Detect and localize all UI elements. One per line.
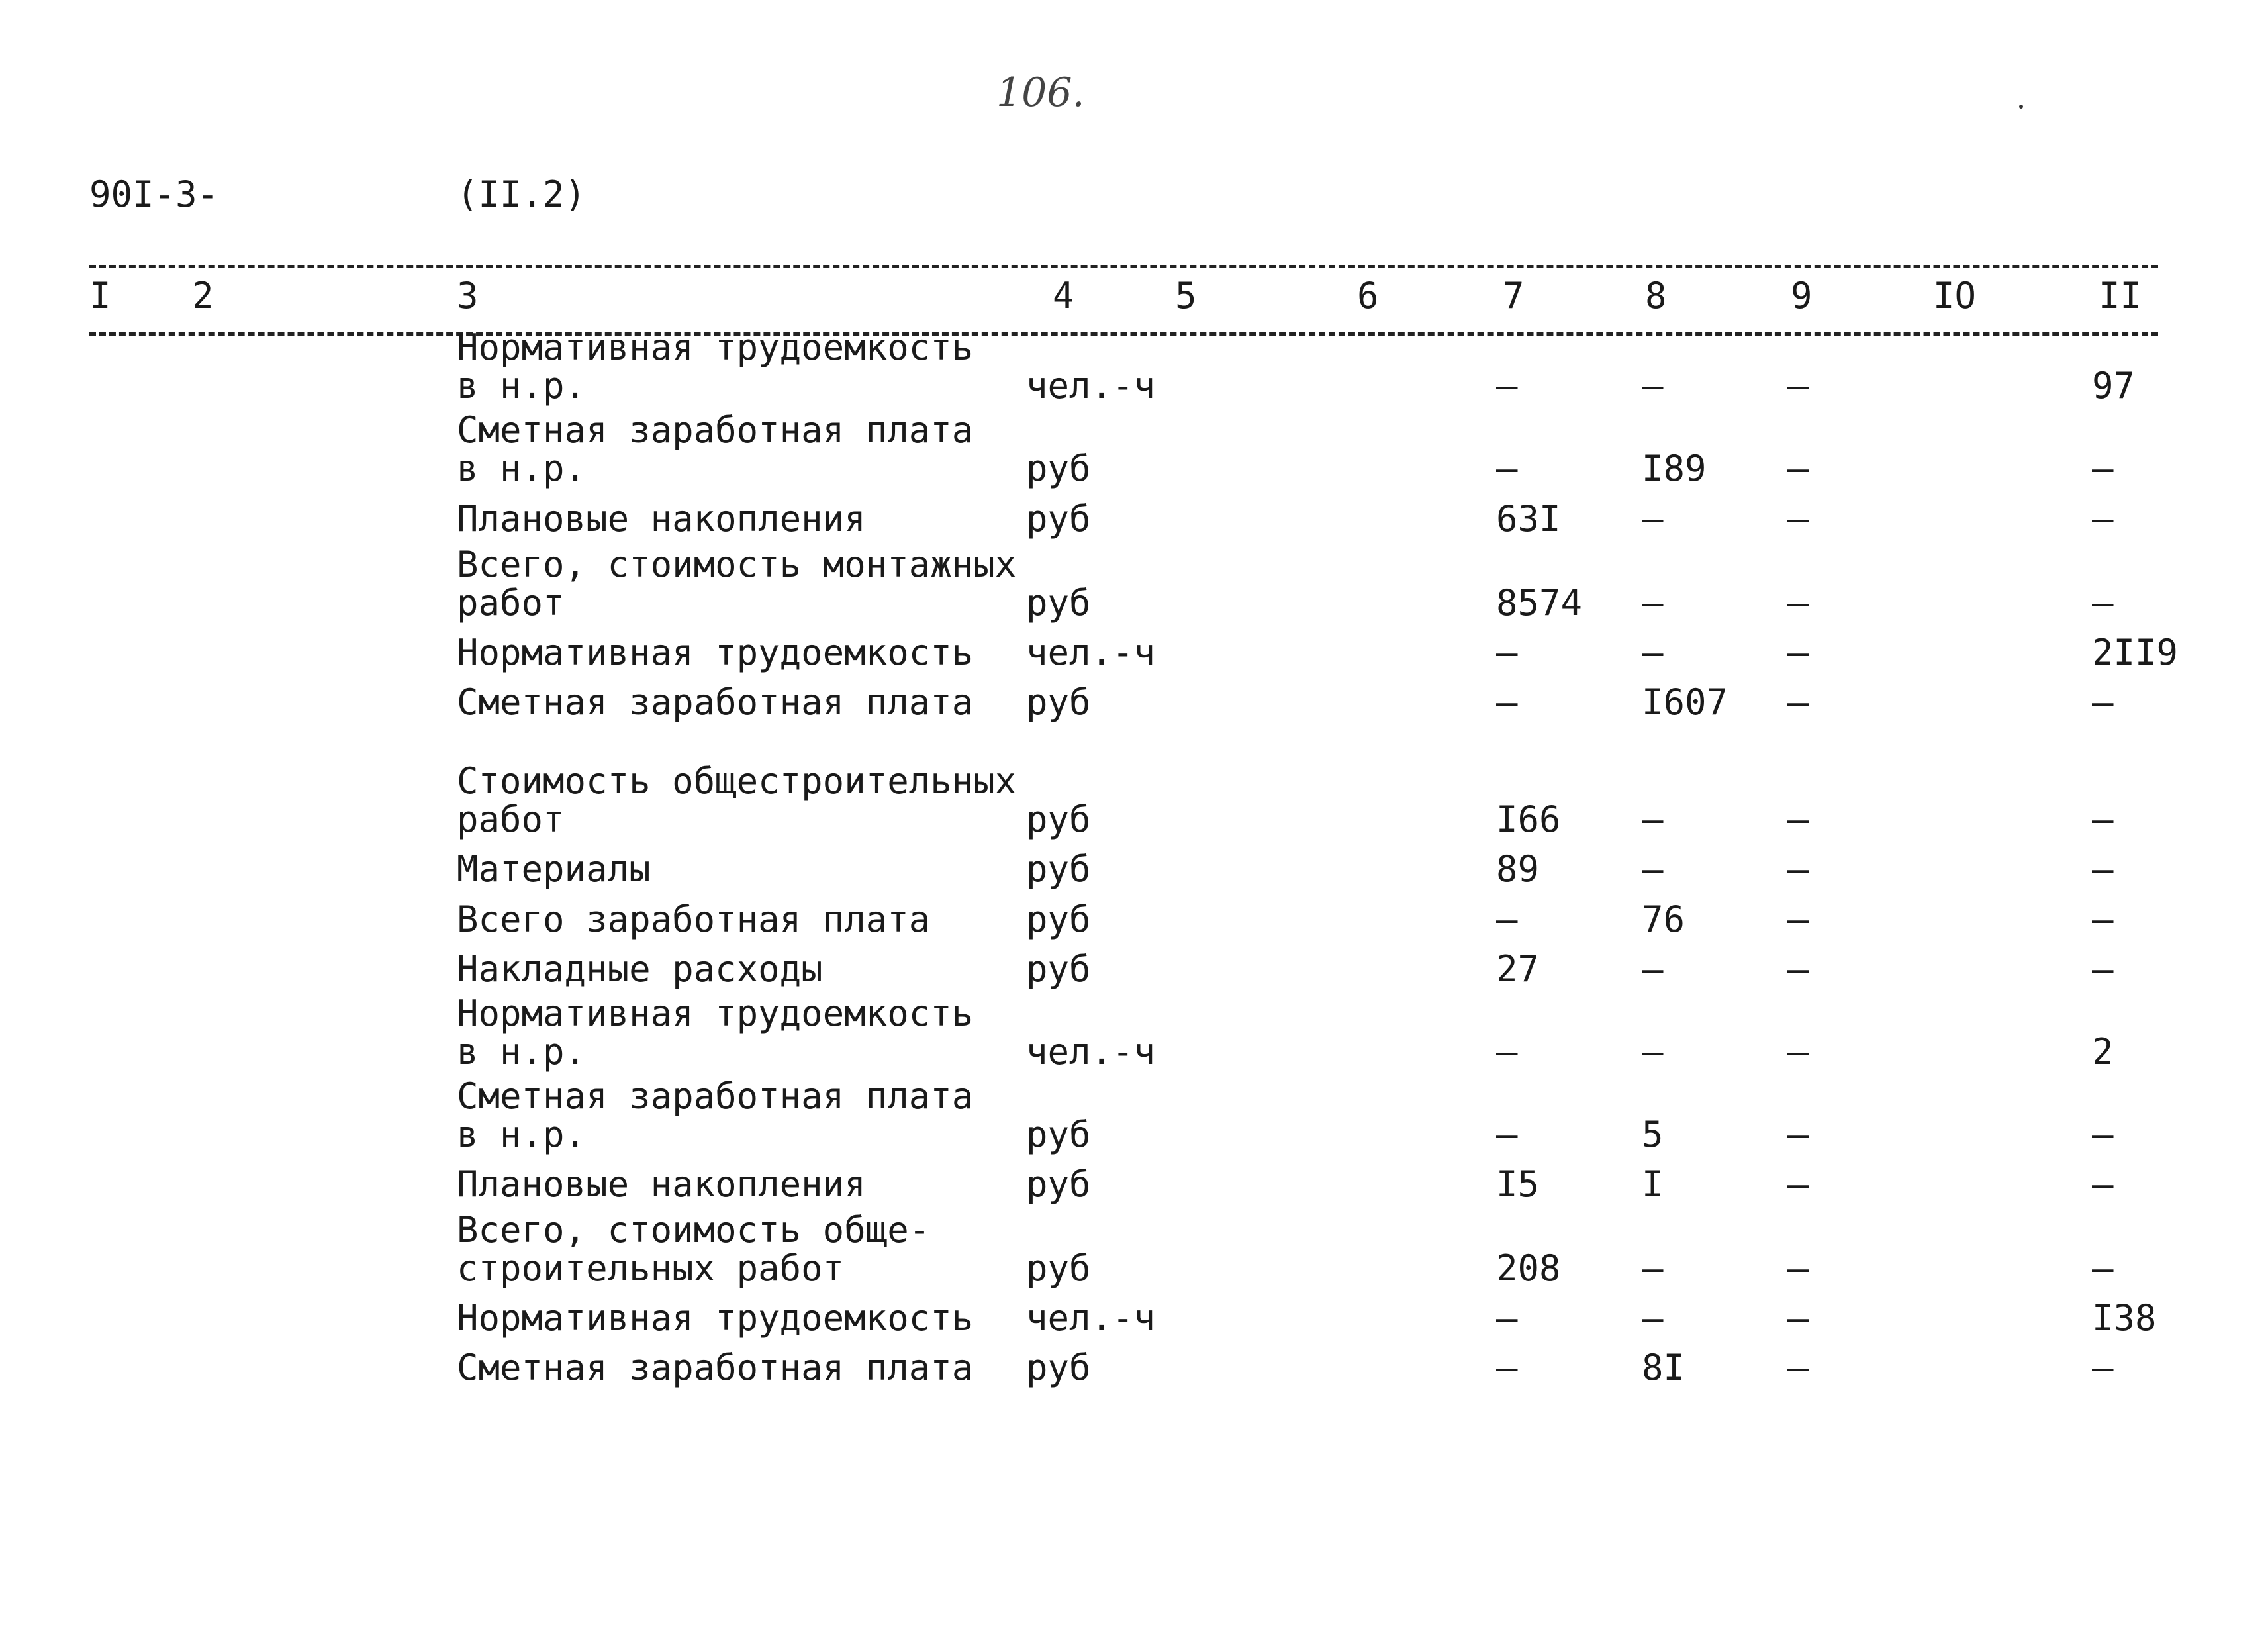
row-value-c7: –: [1496, 898, 1518, 940]
row-value-c9: –: [1787, 1297, 1809, 1339]
column-header: 4: [1053, 275, 1074, 316]
row-label: Сметная заработная плата: [457, 681, 974, 723]
row-value-c7: 27: [1496, 948, 1540, 990]
row-value-c7: I66: [1496, 798, 1561, 840]
column-header: IO: [1933, 275, 1977, 316]
row-value-c9: –: [1787, 1031, 1809, 1073]
row-unit: руб: [1026, 582, 1091, 624]
row-value-c7: 8574: [1496, 582, 1583, 624]
row-value-c9: –: [1787, 948, 1809, 990]
row-value-c11: 2: [2092, 1031, 2114, 1073]
row-unit: руб: [1026, 1347, 1091, 1388]
row-value-c8: –: [1642, 948, 1664, 990]
row-unit: руб: [1026, 498, 1091, 540]
row-value-c8: –: [1642, 632, 1664, 673]
section-number: (II.2): [457, 173, 587, 215]
column-header: 9: [1791, 275, 1813, 316]
row-label: Всего, стоимость обще- строительных работ: [457, 1209, 931, 1289]
row-value-c9: –: [1787, 1163, 1809, 1205]
row-label: Сметная заработная плата в н.р.: [457, 409, 974, 489]
table-top-rule: [89, 265, 2158, 268]
row-value-c8: I: [1642, 1163, 1664, 1205]
row-value-c11: 2II9: [2092, 632, 2179, 673]
row-value-c7: –: [1496, 1114, 1518, 1155]
row-value-c8: –: [1642, 1297, 1664, 1339]
row-value-c8: –: [1642, 848, 1664, 890]
column-header: 6: [1357, 275, 1379, 316]
column-header: 5: [1175, 275, 1197, 316]
row-value-c9: –: [1787, 798, 1809, 840]
row-value-c8: I607: [1642, 681, 1728, 723]
row-value-c11: –: [2092, 1347, 2114, 1388]
row-value-c7: –: [1496, 1347, 1518, 1388]
row-value-c8: –: [1642, 498, 1664, 540]
row-value-c11: –: [2092, 1114, 2114, 1155]
row-value-c11: –: [2092, 448, 2114, 489]
row-unit: руб: [1026, 948, 1091, 990]
column-header: 3: [457, 275, 479, 316]
row-value-c11: –: [2092, 498, 2114, 540]
row-unit: чел.-ч: [1026, 1031, 1156, 1073]
document-number: 90I-3-: [89, 173, 219, 215]
row-value-c11: –: [2092, 1163, 2114, 1205]
row-unit: чел.-ч: [1026, 1297, 1156, 1339]
row-label: Нормативная трудоемкость в н.р.: [457, 326, 974, 407]
row-value-c8: I89: [1642, 448, 1707, 489]
row-value-c8: –: [1642, 798, 1664, 840]
page-speck: [2019, 105, 2023, 109]
row-unit: руб: [1026, 448, 1091, 489]
row-value-c11: –: [2092, 1247, 2114, 1289]
row-label: Материалы: [457, 848, 651, 890]
row-value-c8: 5: [1642, 1114, 1664, 1155]
column-header: 7: [1503, 275, 1525, 316]
row-value-c8: –: [1642, 1031, 1664, 1073]
row-value-c9: –: [1787, 632, 1809, 673]
row-label: Накладные расходы: [457, 948, 823, 990]
row-value-c9: –: [1787, 848, 1809, 890]
row-value-c11: 97: [2092, 365, 2136, 407]
row-unit: руб: [1026, 1114, 1091, 1155]
row-unit: чел.-ч: [1026, 365, 1156, 407]
row-value-c7: –: [1496, 365, 1518, 407]
row-value-c11: –: [2092, 582, 2114, 624]
row-label: Нормативная трудоемкость: [457, 632, 974, 673]
row-value-c8: –: [1642, 582, 1664, 624]
row-value-c7: –: [1496, 448, 1518, 489]
header-bottom-rule: [89, 332, 2158, 336]
row-unit: чел.-ч: [1026, 632, 1156, 673]
column-header: I: [89, 275, 111, 316]
row-value-c7: –: [1496, 1031, 1518, 1073]
row-value-c11: –: [2092, 798, 2114, 840]
row-label: Сметная заработная плата: [457, 1347, 974, 1388]
row-value-c11: –: [2092, 681, 2114, 723]
row-value-c8: 76: [1642, 898, 1685, 940]
row-label: Плановые накопления: [457, 1163, 866, 1205]
row-label: Плановые накопления: [457, 498, 866, 540]
row-value-c8: –: [1642, 365, 1664, 407]
row-unit: руб: [1026, 798, 1091, 840]
row-value-c11: I38: [2092, 1297, 2157, 1339]
row-value-c9: –: [1787, 681, 1809, 723]
row-value-c11: –: [2092, 848, 2114, 890]
row-label: Нормативная трудоемкость в н.р.: [457, 992, 974, 1073]
column-header: 2: [192, 275, 214, 316]
row-value-c9: –: [1787, 582, 1809, 624]
row-value-c9: –: [1787, 448, 1809, 489]
row-unit: руб: [1026, 898, 1091, 940]
row-unit: руб: [1026, 1163, 1091, 1205]
row-value-c7: I5: [1496, 1163, 1540, 1205]
row-value-c9: –: [1787, 1347, 1809, 1388]
row-label: Всего, стоимость монтажных работ: [457, 544, 1017, 624]
row-value-c7: –: [1496, 632, 1518, 673]
column-header: II: [2099, 275, 2142, 316]
page-number: 106.: [996, 70, 1085, 116]
row-value-c7: 208: [1496, 1247, 1561, 1289]
row-value-c9: –: [1787, 898, 1809, 940]
row-value-c9: –: [1787, 498, 1809, 540]
row-unit: руб: [1026, 848, 1091, 890]
row-label: Нормативная трудоемкость: [457, 1297, 974, 1339]
row-unit: руб: [1026, 681, 1091, 723]
row-value-c7: 63I: [1496, 498, 1561, 540]
row-value-c8: –: [1642, 1247, 1664, 1289]
row-value-c7: –: [1496, 1297, 1518, 1339]
column-header: 8: [1645, 275, 1667, 316]
row-value-c9: –: [1787, 365, 1809, 407]
row-label: Стоимость общестроительных работ: [457, 760, 1017, 840]
row-value-c7: 89: [1496, 848, 1540, 890]
row-label: Сметная заработная плата в н.р.: [457, 1075, 974, 1155]
row-value-c8: 8I: [1642, 1347, 1685, 1388]
row-label: Всего заработная плата: [457, 898, 931, 940]
row-value-c11: –: [2092, 898, 2114, 940]
row-value-c9: –: [1787, 1114, 1809, 1155]
row-value-c11: –: [2092, 948, 2114, 990]
row-value-c9: –: [1787, 1247, 1809, 1289]
row-value-c7: –: [1496, 681, 1518, 723]
row-unit: руб: [1026, 1247, 1091, 1289]
